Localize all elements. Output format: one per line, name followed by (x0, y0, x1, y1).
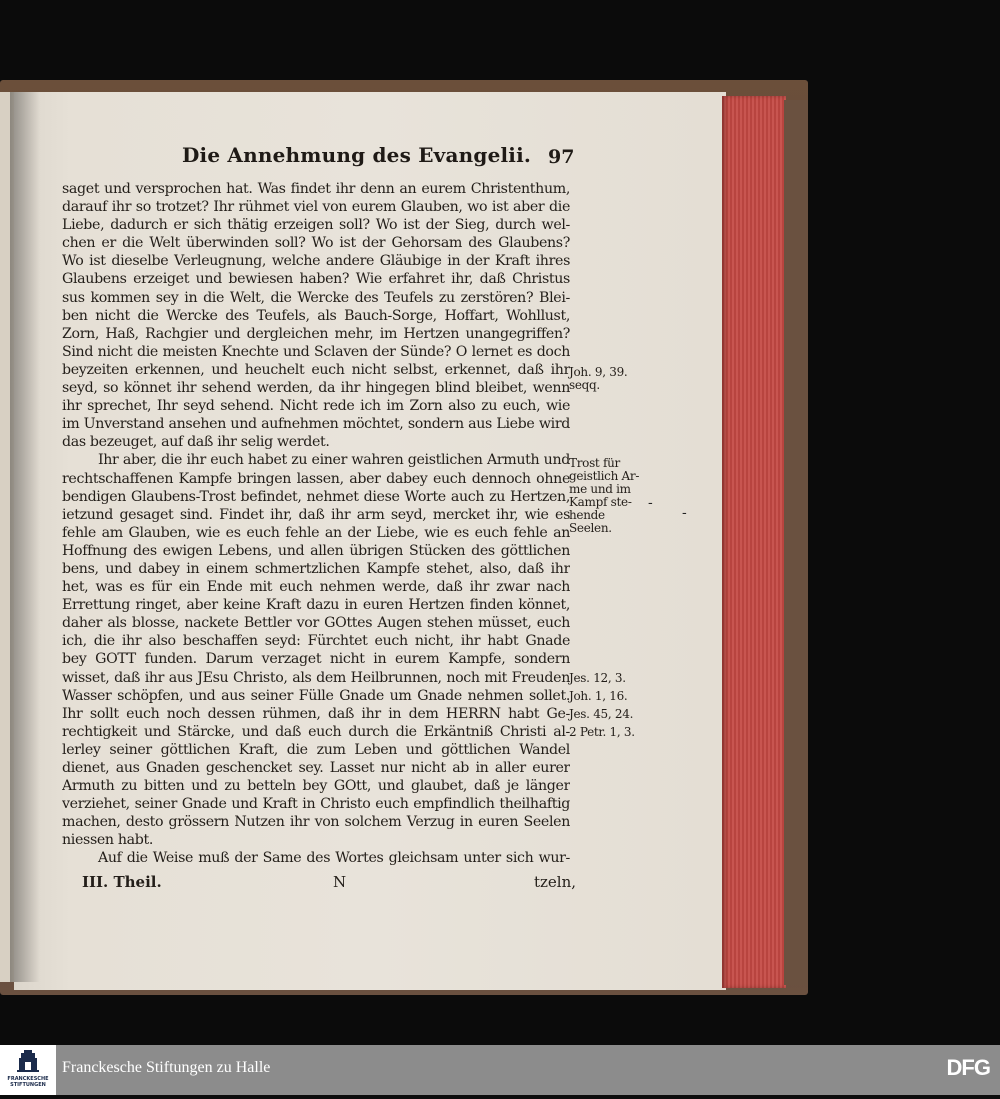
margin-note-jes12: Jes. 12, 3. (569, 671, 626, 685)
text-line: Hoffnung des ewigen Lebens, und allen übrigen Stücken des göttlichen (62, 542, 570, 559)
margin-note-line: geistlich Ar- (569, 469, 640, 483)
dfg-logo[interactable]: DFG (946, 1055, 990, 1080)
institution-logo[interactable] (0, 1045, 56, 1095)
text-line: rechtschaffenen Kampfe bringen lassen, aber dabey euch dennoch ohne (62, 470, 570, 487)
book-board (784, 100, 808, 985)
footer-bar (0, 1045, 1000, 1095)
body-text (62, 180, 570, 868)
text-line: das bezeuget, auf daß ihr selig werdet. (62, 434, 330, 451)
text-line: verziehet, seiner Gnade und Kraft in Christo euch empfindlich theilhaftig (62, 796, 570, 813)
page-number: 97 (548, 146, 575, 168)
text-line: im Unverstand ansehen und aufnehmen möchtet, sondern aus Liebe wird (62, 416, 570, 433)
text-line: ihr sprechet, Ihr seyd sehend. Nicht rede ich im Zorn also zu euch, wie (62, 398, 570, 415)
logo-caption: FRANCKESCHE STIFTUNGEN (7, 1076, 49, 1088)
margin-note-joh9: Joh. 9, 39. (569, 365, 628, 379)
margin-note-joh1: Joh. 1, 16. (569, 689, 628, 703)
text-line: Wo ist dieselbe Verleugnung, welche andere Gläubige in der Kraft ihres (62, 253, 570, 270)
text-line: sus kommen sey in die Welt, die Wercke des Teufels zu zerstören? Blei- (62, 289, 570, 306)
margin-note-seqq: seqq. (569, 378, 600, 392)
sheet-mark: N (333, 873, 347, 891)
catchword: tzeln, (534, 873, 577, 891)
margin-note-line: Trost für (569, 456, 620, 470)
text-line: dienet, aus Gnaden geschencket sey. Lasset nur nicht ab in aller eurer (62, 760, 570, 776)
text-line: Zorn, Haß, Rachgier und dergleichen mehr, im Hertzen unangegriffen? (62, 325, 570, 342)
red-page-edge (722, 96, 786, 988)
text-line: Ihr sollt euch noch dessen rühmen, daß ihr in dem HERRN habt Ge- (62, 705, 570, 722)
text-line: Armuth zu bitten und zu betteln bey GOtt, und glaubet, daß je länger (62, 778, 570, 795)
text-line: saget und versprochen hat. Was findet ihr denn an eurem Christenthum, (62, 181, 570, 197)
signature-mark: III. Theil. (82, 873, 162, 891)
text-line: het, was es für ein Ende mit euch nehmen werde, daß ihr zwar nach (62, 579, 570, 596)
text-line: Errettung ringet, aber keine Kraft dazu in euren Hertzen finden könnet, (62, 597, 570, 614)
text-line: ich, die ihr also beschaffen seyd: Fürchtet euch nicht, ihr habt Gnade (62, 633, 570, 650)
text-line: fehle am Glauben, wie es euch fehle an der Liebe, wie es euch fehle an (62, 524, 570, 541)
margin-note-line: Kampf ste- (569, 495, 632, 509)
margin-note-line: me und im (569, 482, 631, 496)
margin-note-trost (569, 457, 647, 535)
margin-note-jes45: Jes. 45, 24. (569, 707, 634, 721)
text-line: wisset, daß ihr aus JEsu Christo, als dem Heilbrunnen, noch mit Freuden (62, 669, 570, 686)
dash-mark: - (682, 505, 687, 521)
text-line: machen, desto grössern Nutzen ihr von solchem Verzug in euren Seelen (62, 814, 570, 831)
text-line: niessen habt. (62, 832, 154, 849)
text-line: Auf die Weise muß der Same des Wortes gleichsam unter sich wur- (98, 850, 570, 867)
text-line: seyd, so könnet ihr sehend werden, da ihr hingegen blind bleibet, wenn (62, 380, 570, 397)
text-line: Ihr aber, die ihr euch habet zu einer wahren geistlichen Armuth und (98, 452, 570, 469)
text-line: bens, und dabey in einem schmertzlichen Kampfe stehet, also, daß ihr (62, 560, 570, 577)
text-line: rechtigkeit und Stärcke, und daß euch durch die Erkäntniß Christi al- (62, 723, 570, 740)
text-line: Liebe, dadurch er sich thätig erzeigen soll? Wo ist der Sieg, durch wel- (62, 217, 570, 234)
running-head: Die Annehmung des Evangelii. (182, 143, 532, 167)
text-line: chen er die Welt überwinden soll? Wo ist der Gehorsam des Glaubens? (62, 235, 570, 252)
text-line: beyzeiten erkennen, und heuchelt euch nicht selbst, erkennet, daß ihr (62, 361, 570, 378)
text-line: bey GOTT funden. Darum verzaget nicht in eurem Kampfe, sondern (62, 651, 570, 668)
institution-name[interactable]: Franckesche Stiftungen zu Halle (62, 1059, 271, 1076)
text-line: darauf ihr so trotzet? Ihr rühmet viel von eurem Glauben, wo ist aber die (62, 199, 570, 216)
text-line: daher als blosse, nackete Bettler vor GOttes Augen stehen müsset, euch (62, 615, 570, 632)
dash-mark: - (648, 495, 653, 511)
text-line: ietzund gesaget sind. Findet ihr, daß ihr arm seyd, mercket ihr, wie es (62, 506, 570, 523)
text-line: Wasser schöpfen, und aus seiner Fülle Gnade um Gnade nehmen sollet. (62, 687, 570, 704)
text-line: lerley seiner göttlichen Kraft, die zum Leben und göttlichen Wandel (62, 741, 570, 758)
text-line: Sind nicht die meisten Knechte und Sclaven der Sünde? O lernet es doch (62, 343, 570, 360)
margin-note-line: hende Seelen. (569, 508, 612, 535)
text-line: bendigen Glaubens-Trost befindet, nehmet diese Worte auch zu Hertzen, (62, 488, 570, 505)
margin-note-petr: 2 Petr. 1, 3. (569, 725, 635, 739)
text-line: ben nicht die Wercke des Teufels, als Bauch-Sorge, Hoffart, Wohllust, (62, 307, 570, 324)
spine-shadow (10, 92, 40, 982)
text-line: Glaubens erzeiget und bewiesen haben? Wie erfahret ihr, daß Christus (62, 271, 570, 288)
